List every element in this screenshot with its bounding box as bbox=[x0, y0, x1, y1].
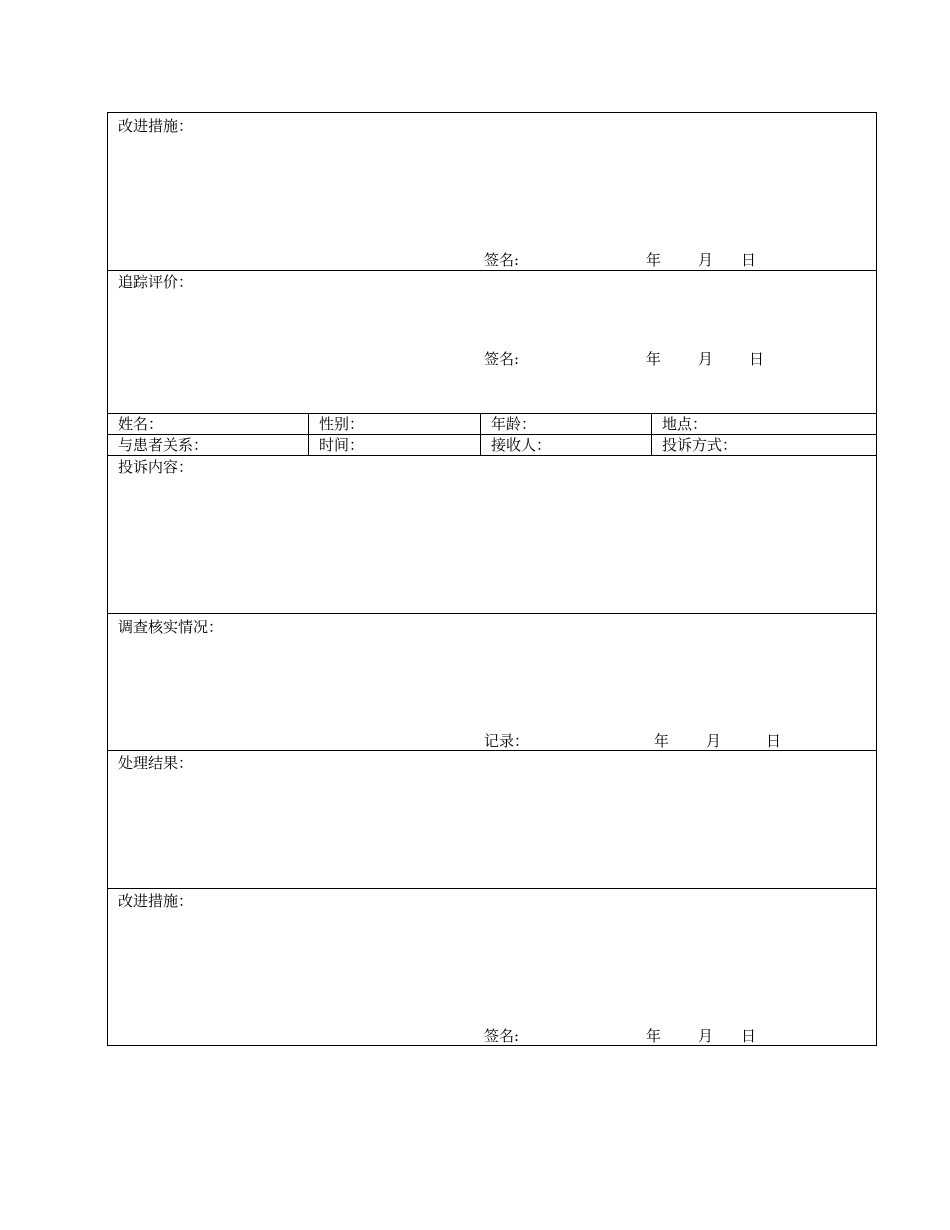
signature-label: 签名: bbox=[484, 350, 520, 368]
investigation-section bbox=[108, 614, 876, 751]
info-row-2 bbox=[108, 435, 876, 456]
day-label: 日 bbox=[741, 1027, 757, 1045]
improvement-label: 改进措施： bbox=[118, 117, 194, 135]
followup-section bbox=[108, 271, 876, 414]
year-label: 年 bbox=[646, 350, 662, 368]
month-label: 月 bbox=[698, 350, 714, 368]
name-field-label: 姓名： bbox=[118, 415, 164, 433]
complaint-content-label: 投诉内容： bbox=[118, 458, 194, 476]
day-label: 日 bbox=[766, 732, 782, 750]
month-label: 月 bbox=[698, 1027, 714, 1045]
year-label: 年 bbox=[646, 251, 662, 269]
result-label: 处理结果： bbox=[118, 754, 194, 772]
signature-label: 签名: bbox=[484, 251, 520, 269]
signature-label: 签名: bbox=[484, 1027, 520, 1045]
receiver-field-label: 接收人： bbox=[480, 435, 651, 455]
year-label: 年 bbox=[646, 1027, 662, 1045]
month-label: 月 bbox=[698, 251, 714, 269]
investigation-label: 调查核实情况： bbox=[118, 618, 224, 636]
time-field-label: 时间： bbox=[308, 435, 480, 455]
followup-label: 追踪评价： bbox=[118, 273, 194, 291]
info-row-1 bbox=[108, 414, 876, 435]
record-label: 记录： bbox=[484, 732, 530, 750]
complaint-method-field-label: 投诉方式： bbox=[651, 435, 876, 455]
age-field-label: 年龄： bbox=[480, 414, 651, 434]
complaint-form bbox=[107, 112, 877, 1046]
result-section bbox=[108, 751, 876, 889]
improvement-section-bottom bbox=[108, 889, 876, 1045]
improvement-label: 改进措施： bbox=[118, 892, 194, 910]
month-label: 月 bbox=[706, 732, 722, 750]
gender-field-label: 性别： bbox=[308, 414, 480, 434]
day-label: 日 bbox=[741, 251, 757, 269]
complaint-content-section bbox=[108, 456, 876, 614]
location-field-label: 地点： bbox=[651, 414, 876, 434]
relationship-field-label: 与患者关系： bbox=[118, 436, 209, 454]
day-label: 日 bbox=[749, 350, 765, 368]
improvement-section-top bbox=[108, 113, 876, 271]
year-label: 年 bbox=[654, 732, 670, 750]
